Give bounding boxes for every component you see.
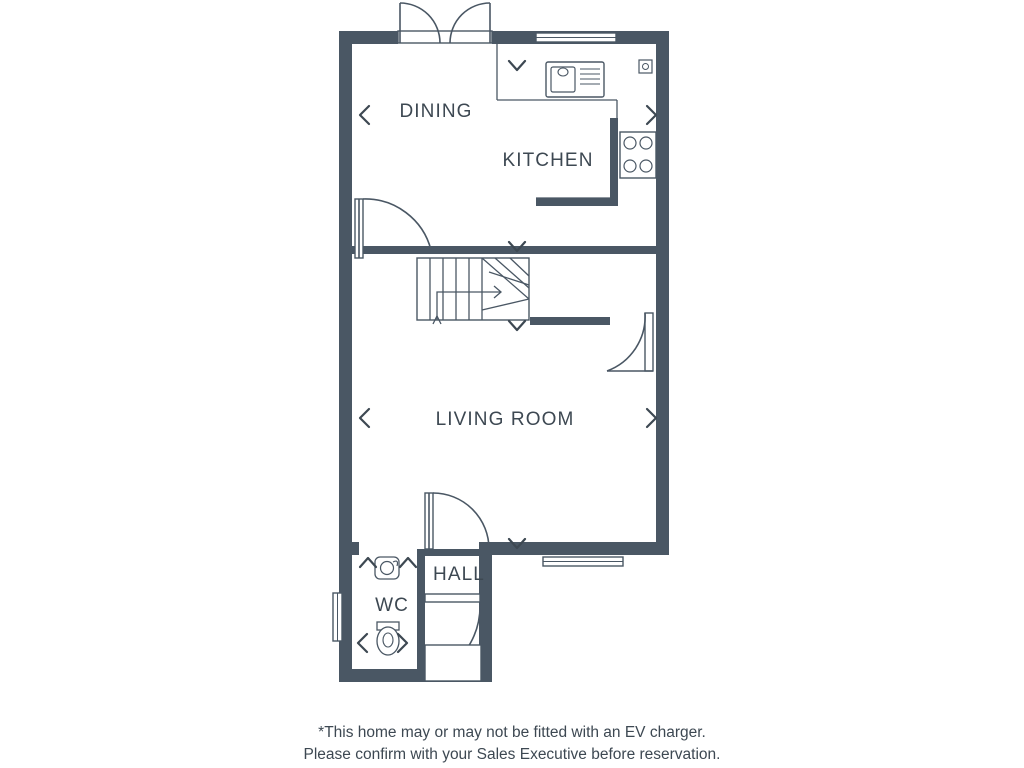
room-label-living-room: LIVING ROOM	[435, 409, 575, 430]
room-label-hall: HALL	[433, 564, 485, 585]
footnote-line-2: Please confirm with your Sales Executive before reservation.	[303, 746, 721, 763]
toilet	[377, 622, 399, 655]
front-door	[398, 3, 492, 43]
wash-basin	[375, 557, 399, 579]
walls	[339, 31, 669, 682]
kitchen-window	[536, 33, 616, 42]
hob	[620, 132, 656, 178]
staircase	[417, 258, 529, 324]
living-room-door	[607, 313, 653, 371]
living-room-window	[543, 557, 623, 566]
footnote	[0, 722, 1024, 766]
room-label-dining: DINING	[399, 101, 473, 122]
hall-door	[425, 493, 489, 549]
room-label-kitchen: KITCHEN	[502, 150, 594, 171]
kitchen-sink	[546, 62, 604, 97]
wc-window	[333, 593, 342, 641]
wc-door	[425, 594, 481, 681]
footnote-line-1: *This home may or may not be fitted with an EV charger.	[318, 724, 706, 741]
room-label-wc: WC	[375, 595, 409, 616]
